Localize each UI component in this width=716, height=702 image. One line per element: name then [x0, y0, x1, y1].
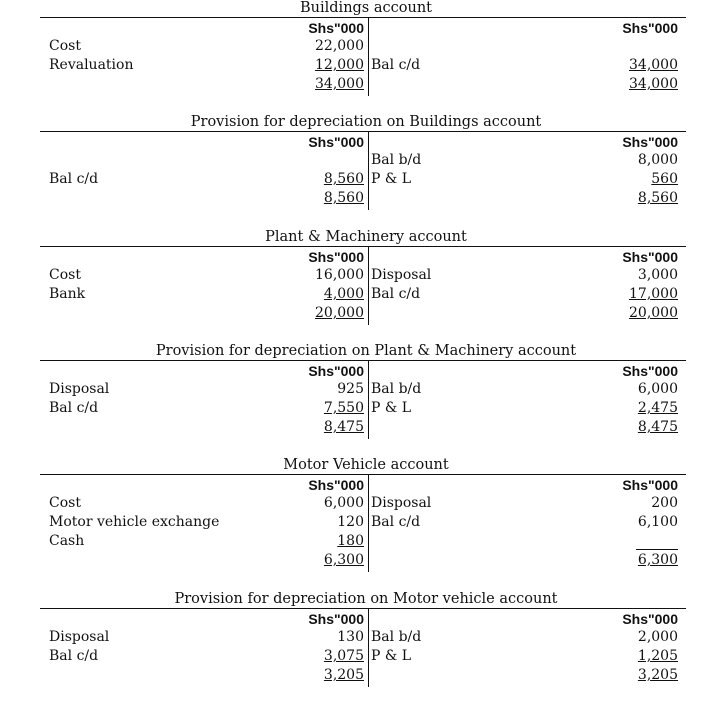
- debit-label: Bal c/d: [49, 400, 99, 416]
- ledger-row: [0, 151, 716, 170]
- account-top-rule: [40, 474, 686, 475]
- debit-amount: 130: [337, 629, 364, 645]
- ledger-row: [0, 170, 716, 189]
- credit-blank-rule: [636, 549, 678, 550]
- ledger-total-row: [0, 666, 716, 685]
- credit-total: 8,475: [637, 419, 678, 435]
- account-title: Provision for depreciation on Buildings account: [190, 114, 542, 130]
- credit-amount: 200: [651, 495, 678, 511]
- credit-label: Bal c/d: [371, 57, 421, 73]
- account-top-rule: [40, 608, 686, 609]
- ledger-total-row: [0, 304, 716, 323]
- credit-currency-header: Shs"000: [622, 363, 678, 379]
- ledger-row: [0, 37, 716, 56]
- debit-label: Bank: [49, 286, 86, 302]
- debit-amount: 6,000: [323, 495, 364, 511]
- credit-total: 8,560: [637, 190, 678, 206]
- debit-total: 8,475: [323, 419, 364, 435]
- account-top-rule: [40, 246, 686, 247]
- account-top-rule: [40, 360, 686, 361]
- debit-label: Cash: [49, 533, 85, 549]
- credit-amount: 17,000: [629, 286, 678, 302]
- ledger-total-row: [0, 189, 716, 208]
- debit-label: Disposal: [49, 381, 110, 397]
- debit-amount: 120: [337, 514, 364, 530]
- debit-label: Bal c/d: [49, 171, 99, 187]
- debit-label: Cost: [49, 267, 81, 283]
- account-title: Provision for depreciation on Plant & Machinery account: [155, 343, 577, 359]
- credit-currency-header: Shs"000: [622, 134, 678, 150]
- ledger-total-row: [0, 75, 716, 94]
- credit-currency-header: Shs"000: [622, 20, 678, 36]
- credit-currency-header: Shs"000: [622, 477, 678, 493]
- debit-amount: 180: [337, 533, 364, 549]
- credit-amount: 560: [651, 171, 678, 187]
- credit-label: Bal b/d: [371, 152, 422, 168]
- t-account-buildings: [0, 0, 716, 100]
- debit-currency-header: Shs"000: [308, 363, 364, 379]
- credit-label: Disposal: [371, 267, 432, 283]
- ledger-row: [0, 285, 716, 304]
- debit-amount: 8,560: [323, 171, 364, 187]
- credit-label: Bal c/d: [371, 286, 421, 302]
- debit-total: 34,000: [315, 76, 364, 92]
- account-title: Plant & Machinery account: [265, 229, 467, 245]
- credit-label: Bal b/d: [371, 629, 422, 645]
- debit-currency-header: Shs"000: [308, 249, 364, 265]
- credit-amount: 3,000: [637, 267, 678, 283]
- credit-label: P & L: [371, 171, 412, 187]
- debit-amount: 4,000: [323, 286, 364, 302]
- credit-amount: 8,000: [637, 152, 678, 168]
- credit-total: 34,000: [629, 76, 678, 92]
- credit-total: 3,205: [637, 667, 678, 683]
- account-title: Motor Vehicle account: [283, 457, 449, 473]
- credit-amount: 2,000: [637, 629, 678, 645]
- ledger-total-row: [0, 551, 716, 570]
- credit-label: Disposal: [371, 495, 432, 511]
- debit-amount: 12,000: [315, 57, 364, 73]
- credit-amount: 2,475: [637, 400, 678, 416]
- debit-label: Motor vehicle exchange: [49, 514, 220, 530]
- ledger-row: [0, 647, 716, 666]
- t-account-provision-motor-vehicle: [0, 591, 716, 691]
- credit-label: P & L: [371, 400, 412, 416]
- account-title: Buildings account: [300, 0, 432, 16]
- credit-currency-header: Shs"000: [622, 249, 678, 265]
- ledger-total-row: [0, 418, 716, 437]
- credit-total: 20,000: [629, 305, 678, 321]
- debit-currency-header: Shs"000: [308, 611, 364, 627]
- debit-label: Revaluation: [49, 57, 134, 73]
- ledger-row: [0, 532, 716, 551]
- credit-label: Bal c/d: [371, 514, 421, 530]
- debit-label: Cost: [49, 38, 81, 54]
- ledger-row: [0, 266, 716, 285]
- ledger-row: [0, 380, 716, 399]
- debit-total: 8,560: [323, 190, 364, 206]
- ledger-row: [0, 494, 716, 513]
- debit-amount: 925: [337, 381, 364, 397]
- debit-currency-header: Shs"000: [308, 477, 364, 493]
- t-account-provision-plant-machinery: [0, 343, 716, 443]
- credit-amount: 6,100: [637, 514, 678, 530]
- credit-amount: 6,000: [637, 381, 678, 397]
- debit-currency-header: Shs"000: [308, 134, 364, 150]
- credit-total: 6,300: [637, 552, 678, 568]
- debit-currency-header: Shs"000: [308, 20, 364, 36]
- ledger-row: [0, 399, 716, 418]
- t-account-motor-vehicle: [0, 457, 716, 577]
- debit-amount: 3,075: [323, 648, 364, 664]
- ledger-row: [0, 628, 716, 647]
- credit-label: P & L: [371, 648, 412, 664]
- account-top-rule: [40, 17, 686, 18]
- credit-amount: 1,205: [637, 648, 678, 664]
- account-title: Provision for depreciation on Motor vehicle account: [174, 591, 558, 607]
- t-account-plant-machinery: [0, 229, 716, 329]
- debit-amount: 16,000: [315, 267, 364, 283]
- credit-label: Bal b/d: [371, 381, 422, 397]
- ledger-row: [0, 513, 716, 532]
- debit-total: 20,000: [315, 305, 364, 321]
- account-top-rule: [40, 131, 686, 132]
- debit-label: Cost: [49, 495, 81, 511]
- debit-total: 6,300: [323, 552, 364, 568]
- credit-amount: 34,000: [629, 57, 678, 73]
- debit-amount: 22,000: [315, 38, 364, 54]
- debit-total: 3,205: [323, 667, 364, 683]
- t-account-provision-buildings: [0, 114, 716, 214]
- debit-label: Disposal: [49, 629, 110, 645]
- debit-label: Bal c/d: [49, 648, 99, 664]
- debit-amount: 7,550: [323, 400, 364, 416]
- credit-currency-header: Shs"000: [622, 611, 678, 627]
- ledger-row: [0, 56, 716, 75]
